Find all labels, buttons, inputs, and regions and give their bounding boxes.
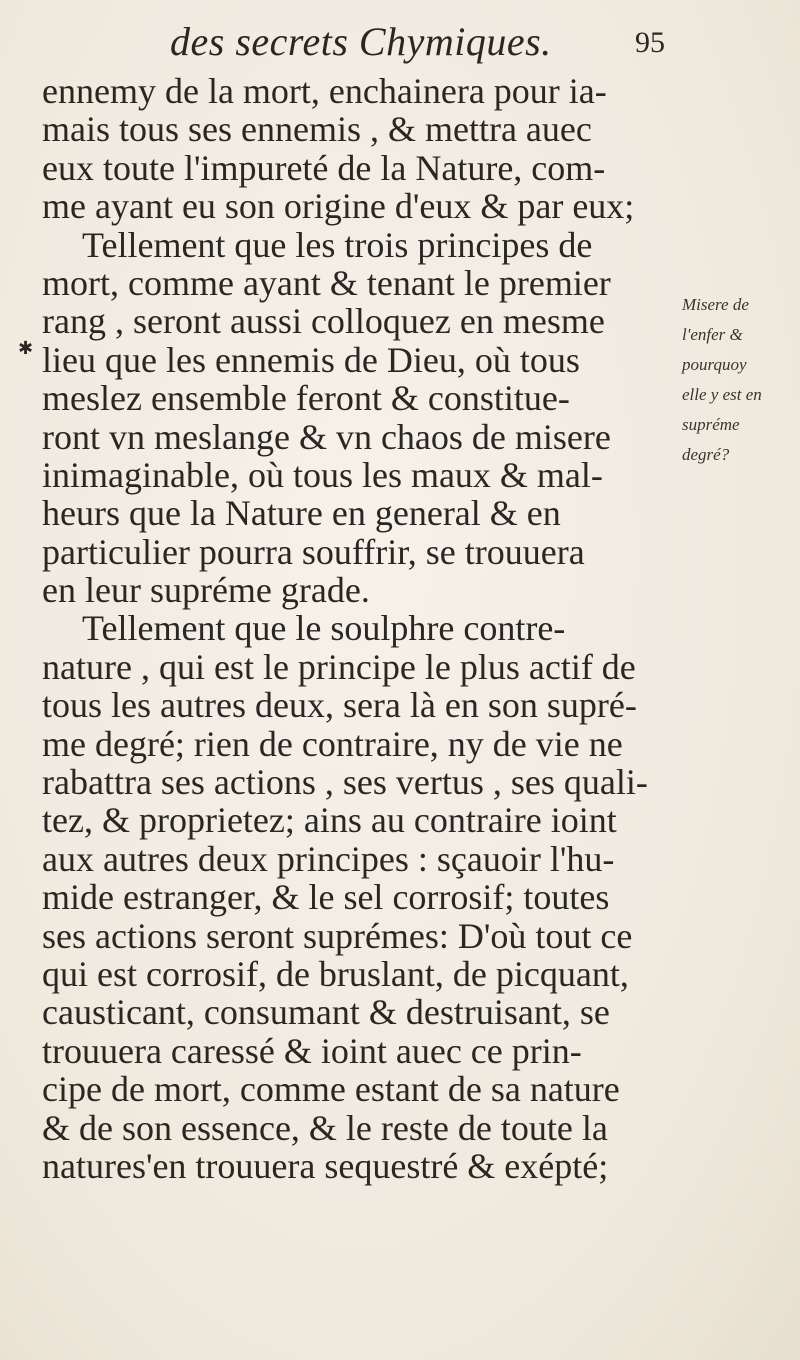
margin-note-line: degré?: [682, 445, 730, 464]
text-line: eux toute l'impureté de la Nature, com-: [42, 147, 606, 188]
page-number: 95: [635, 26, 665, 59]
text-line: ses actions seront suprémes: D'où tout ce: [42, 915, 633, 956]
running-title: des secrets Chymiques.: [170, 19, 552, 64]
margin-note-line: pourquoy: [682, 355, 747, 374]
text-line: en leur supréme grade.: [42, 570, 370, 611]
text-line: aux autres deux principes : sçauoir l'hu-: [42, 838, 615, 879]
text-line: nature , qui est le principe le plus actif de: [42, 646, 636, 687]
text-line: Tellement que le soulphre contre-: [82, 608, 566, 649]
text-line: lieu que les ennemis de Dieu, où tous: [42, 339, 580, 380]
text-line: causticant, consumant & destruisant, se: [42, 992, 610, 1033]
text-line: ennemy de la mort, enchainera pour ia-: [42, 71, 607, 111]
text-line: ront vn meslange & vn chaos de misere: [42, 416, 611, 457]
text-line: me degré; rien de contraire, ny de vie ne: [42, 723, 623, 764]
text-line: cipe de mort, comme estant de sa nature: [42, 1069, 620, 1110]
text-line: & de son essence, & le reste de toute la: [42, 1107, 608, 1148]
text-line: mort, comme ayant & tenant le premier: [42, 262, 611, 303]
text-line: particulier pourra souffrir, se trouuera: [42, 531, 585, 572]
text-line: tez, & proprietez; ains au contraire ioint: [42, 800, 617, 841]
text-line: inimaginable, où tous les maux & mal-: [42, 454, 603, 495]
marginal-marker: ✱: [18, 338, 34, 359]
margin-note: [682, 290, 800, 470]
text-line: tous les autres deux, sera là en son supré-: [42, 685, 637, 726]
text-line: Tellement que les trois principes de: [82, 224, 593, 265]
margin-note-line: supréme: [682, 415, 740, 434]
body-text: [42, 72, 732, 1185]
margin-note-line: l'enfer &: [682, 325, 743, 344]
margin-note-line: Misere de: [682, 295, 749, 314]
text-line: meslez ensemble feront & constitue-: [42, 378, 570, 419]
text-line: me ayant eu son origine d'eux & par eux;: [42, 186, 635, 227]
text-line: rabattra ses actions , ses vertus , ses quali-: [42, 762, 648, 803]
text-line: qui est corrosif, de bruslant, de picquant,: [42, 953, 629, 994]
text-line: mais tous ses ennemis , & mettra auec: [42, 109, 592, 150]
text-line: mide estranger, & le sel corrosif; toutes: [42, 877, 610, 918]
text-line: rang , seront aussi colloquez en mesme: [42, 301, 605, 342]
text-line: heurs que la Nature en general & en: [42, 493, 561, 534]
margin-note-line: elle y est en: [682, 385, 762, 404]
text-line: trouuera caressé & ioint auec ce prin-: [42, 1030, 582, 1071]
text-line: natures'en trouuera sequestré & exépté;: [42, 1145, 609, 1186]
page-header: [0, 18, 800, 68]
